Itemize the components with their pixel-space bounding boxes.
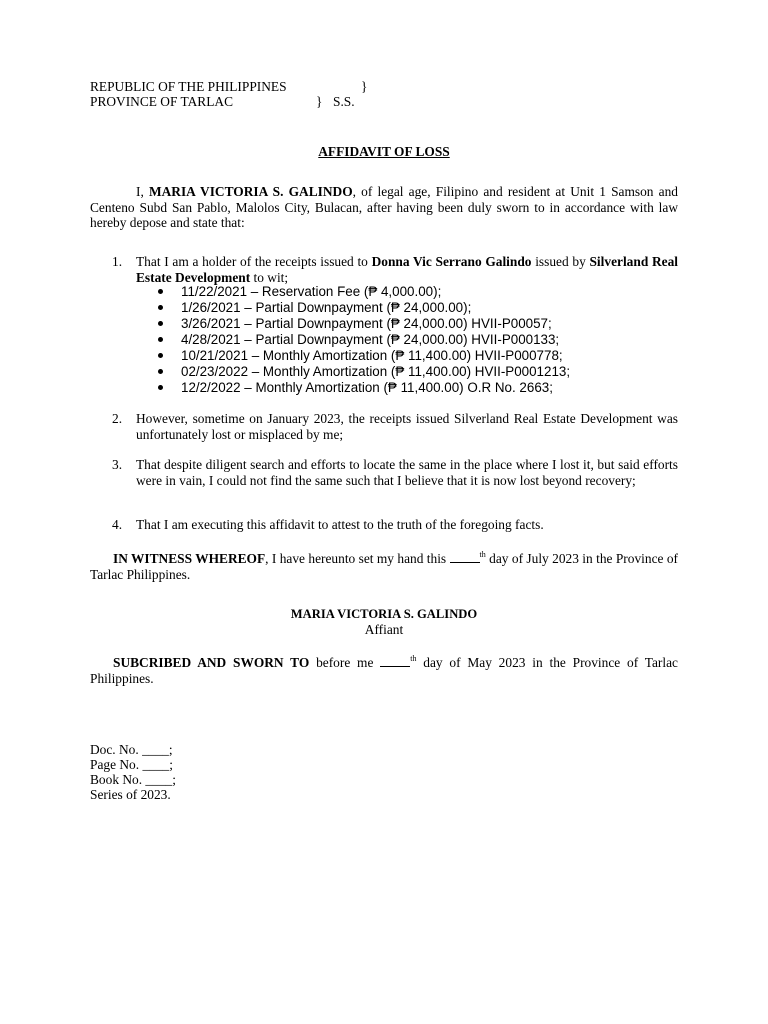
intro-paragraph: [90, 184, 678, 231]
bullet-icon: [158, 385, 163, 390]
affiant-label: Affiant: [364, 622, 404, 637]
item-text-4: That I am executing this affidavit to attest to the truth of the foregoing facts.: [136, 517, 544, 532]
list-item: [158, 364, 570, 380]
witness-text-2: day of July 2023 in the Province of Tarlac Philippines.: [90, 551, 679, 582]
receipt-entry: 02/23/2022 – Monthly Amortization (₱ 11,400.00) HVII-P0001213;: [181, 364, 571, 379]
header-province: PROVINCE OF TARLAC: [90, 94, 234, 109]
subscribed-heading: SUBCRIBED AND SWORN TO: [113, 655, 310, 670]
ordinal-suffix: th: [479, 550, 486, 559]
receipt-entry: 4/28/2021 – Partial Downpayment (₱ 24,000.00) HVII-P000133;: [181, 332, 560, 347]
list-item: [158, 380, 570, 396]
item-1-part-1: That I am a holder of the receipts issued to: [136, 254, 372, 269]
date-blank: [380, 656, 410, 667]
item-text-3: That despite diligent search and efforts to locate the same in the place where I lost it, but said efforts were in vain, I could not find the same such that I believe that it is now lost beyond recovery;: [136, 457, 678, 488]
receipt-entry: 10/21/2021 – Monthly Amortization (₱ 11,400.00) HVII-P000778;: [181, 348, 563, 363]
company-name: Silverland Real Estate Development: [136, 254, 678, 285]
header-brace-2: }: [316, 94, 323, 109]
list-item: [158, 332, 570, 348]
subscribed-text-1: before me: [309, 655, 381, 670]
receipt-entry: 3/26/2021 – Partial Downpayment (₱ 24,000.00) HVII-P00057;: [181, 316, 552, 331]
doc-number: Doc. No. ____;: [90, 742, 173, 757]
list-item: [158, 348, 570, 364]
ordinal-suffix: th: [410, 654, 417, 663]
list-item: [158, 300, 570, 316]
item-number-3: 3.: [112, 457, 123, 472]
item-number-4: 4.: [112, 517, 123, 532]
header-republic: REPUBLIC OF THE PHILIPPINES: [90, 79, 287, 94]
date-blank: [450, 552, 480, 563]
witness-text-1: , I have hereunto set my hand this: [265, 551, 450, 566]
affiant-name-intro: MARIA VICTORIA S. GALINDO: [148, 184, 353, 199]
witness-heading: IN WITNESS WHEREOF: [113, 551, 266, 566]
intro-text: , of legal age, Filipino and resident at Unit 1 Samson and Centeno Subd San Pablo, Malolos City, Bulacan, after having been duly sworn to in accordance with law hereby depose and state that:: [90, 184, 679, 230]
bullet-icon: [158, 353, 163, 358]
subscribed-paragraph: [90, 651, 678, 686]
series-year: Series of 2023.: [90, 787, 171, 802]
bullet-icon: [158, 305, 163, 310]
header-brace-1: }: [361, 79, 368, 94]
item-text-2: However, sometime on January 2023, the receipts issued Silverland Real Estate Development was unfortunately lost or misplaced by me;: [136, 411, 678, 442]
bullet-icon: [158, 321, 163, 326]
affiant-signature-name: MARIA VICTORIA S. GALINDO: [290, 607, 478, 621]
header-ss: S.S.: [333, 94, 355, 109]
subscribed-text-2: day of May 2023 in the Province of Tarlac Philippines.: [90, 655, 678, 686]
bullet-icon: [158, 289, 163, 294]
receipt-entry: 11/22/2021 – Reservation Fee (₱ 4,000.00);: [181, 284, 442, 299]
receipts-list: [158, 284, 570, 396]
intro-prefix: I,: [136, 184, 149, 199]
item-number-1: 1.: [112, 254, 123, 269]
item-text-1: [136, 254, 678, 285]
witness-paragraph: [90, 547, 678, 582]
receipt-entry: 1/26/2021 – Partial Downpayment (₱ 24,000.00);: [181, 300, 472, 315]
bullet-icon: [158, 337, 163, 342]
item-1-part-2: issued by: [531, 254, 590, 269]
receipt-holder-name: Donna Vic Serrano Galindo: [371, 254, 532, 269]
item-number-2: 2.: [112, 411, 123, 426]
receipt-entry: 12/2/2022 – Monthly Amortization (₱ 11,400.00) O.R No. 2663;: [181, 380, 553, 395]
list-item: [158, 284, 570, 300]
page-number: Page No. ____;: [90, 757, 173, 772]
bullet-icon: [158, 369, 163, 374]
document-title: AFFIDAVIT OF LOSS: [318, 144, 450, 159]
item-1-part-3: to wit;: [250, 269, 289, 285]
book-number: Book No. ____;: [90, 772, 176, 787]
list-item: [158, 316, 570, 332]
